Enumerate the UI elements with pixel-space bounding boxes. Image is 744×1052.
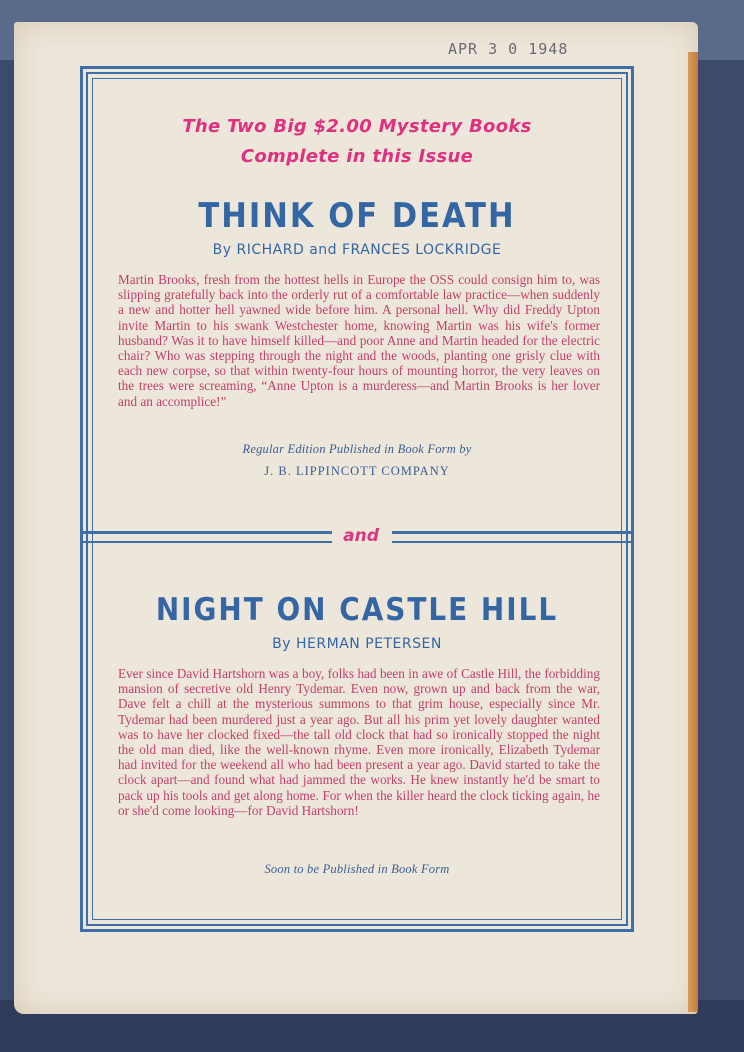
story2-synopsis: Ever since David Hartshorn was a boy, folks had been in awe of Castle Hill, the forbidding mansion of secretive old Henry Tydemar. Even now, grown up and back from the war, Dave felt a chill at the mysterious summons to that grim house, especially since Mr. Tydemar had been murdered just a year ago. But all his prim yet lovely daughter wanted was to have her clocked fixed—the tall old clock that had so ironically stopped the night the old man died, like the well-known rhyme. Even more ironically, Elizabeth Tydemar had invited for the weekend all who had been present a year ago. David started to take the clock apart—and found what had jammed the works. He knew instantly he'd be smart to pack up his tools and get along home. For when the killer heard the clock ticking again, he or she'd come looking—for David Hartshorn! [118, 666, 600, 818]
date-stamp: APR 3 0 1948 [448, 40, 569, 58]
story1-edition-note: Regular Edition Published in Book Form by [242, 442, 472, 456]
divider-left [80, 531, 332, 543]
story1-publisher: J. B. LIPPINCOTT COMPANY [264, 464, 450, 478]
divider-and-label: and [343, 526, 379, 546]
story2-title: NIGHT ON CASTLE HILL [155, 592, 559, 628]
story1-synopsis: Martin Brooks, fresh from the hottest hells in Europe the OSS could consign him to, was slipping gratefully back into the orderly rut of a comfortable law practice—when suddenly a new and hotter hell yawned wide before him. A personal hell. Why did Freddy Upton invite Martin to his swank Westchester home, knowing Martin was his wife's former husband? Was it to have himself killed—and poor Anne and Martin headed for the electric chair? Who was stepping through the night and the woods, planting one grisly clue with each new corpse, so that within twenty-four hours of mounting horror, the very leaves on the trees were screaming, “Anne Upton is a murderess—and Martin Brooks is her lover and an accomplice!” [118, 272, 600, 409]
story2-edition-note: Soon to be Published in Book Form [264, 862, 450, 876]
divider-right [392, 531, 634, 543]
story2-byline: By HERMAN PETERSEN [272, 636, 442, 652]
page-edge-stain [688, 52, 698, 1012]
headline-line-2: Complete in this Issue [240, 146, 474, 167]
headline-line-1: The Two Big $2.00 Mystery Books [182, 116, 532, 137]
story1-byline: By RICHARD and FRANCES LOCKRIDGE [212, 242, 502, 258]
story1-title: THINK OF DEATH [198, 196, 516, 236]
